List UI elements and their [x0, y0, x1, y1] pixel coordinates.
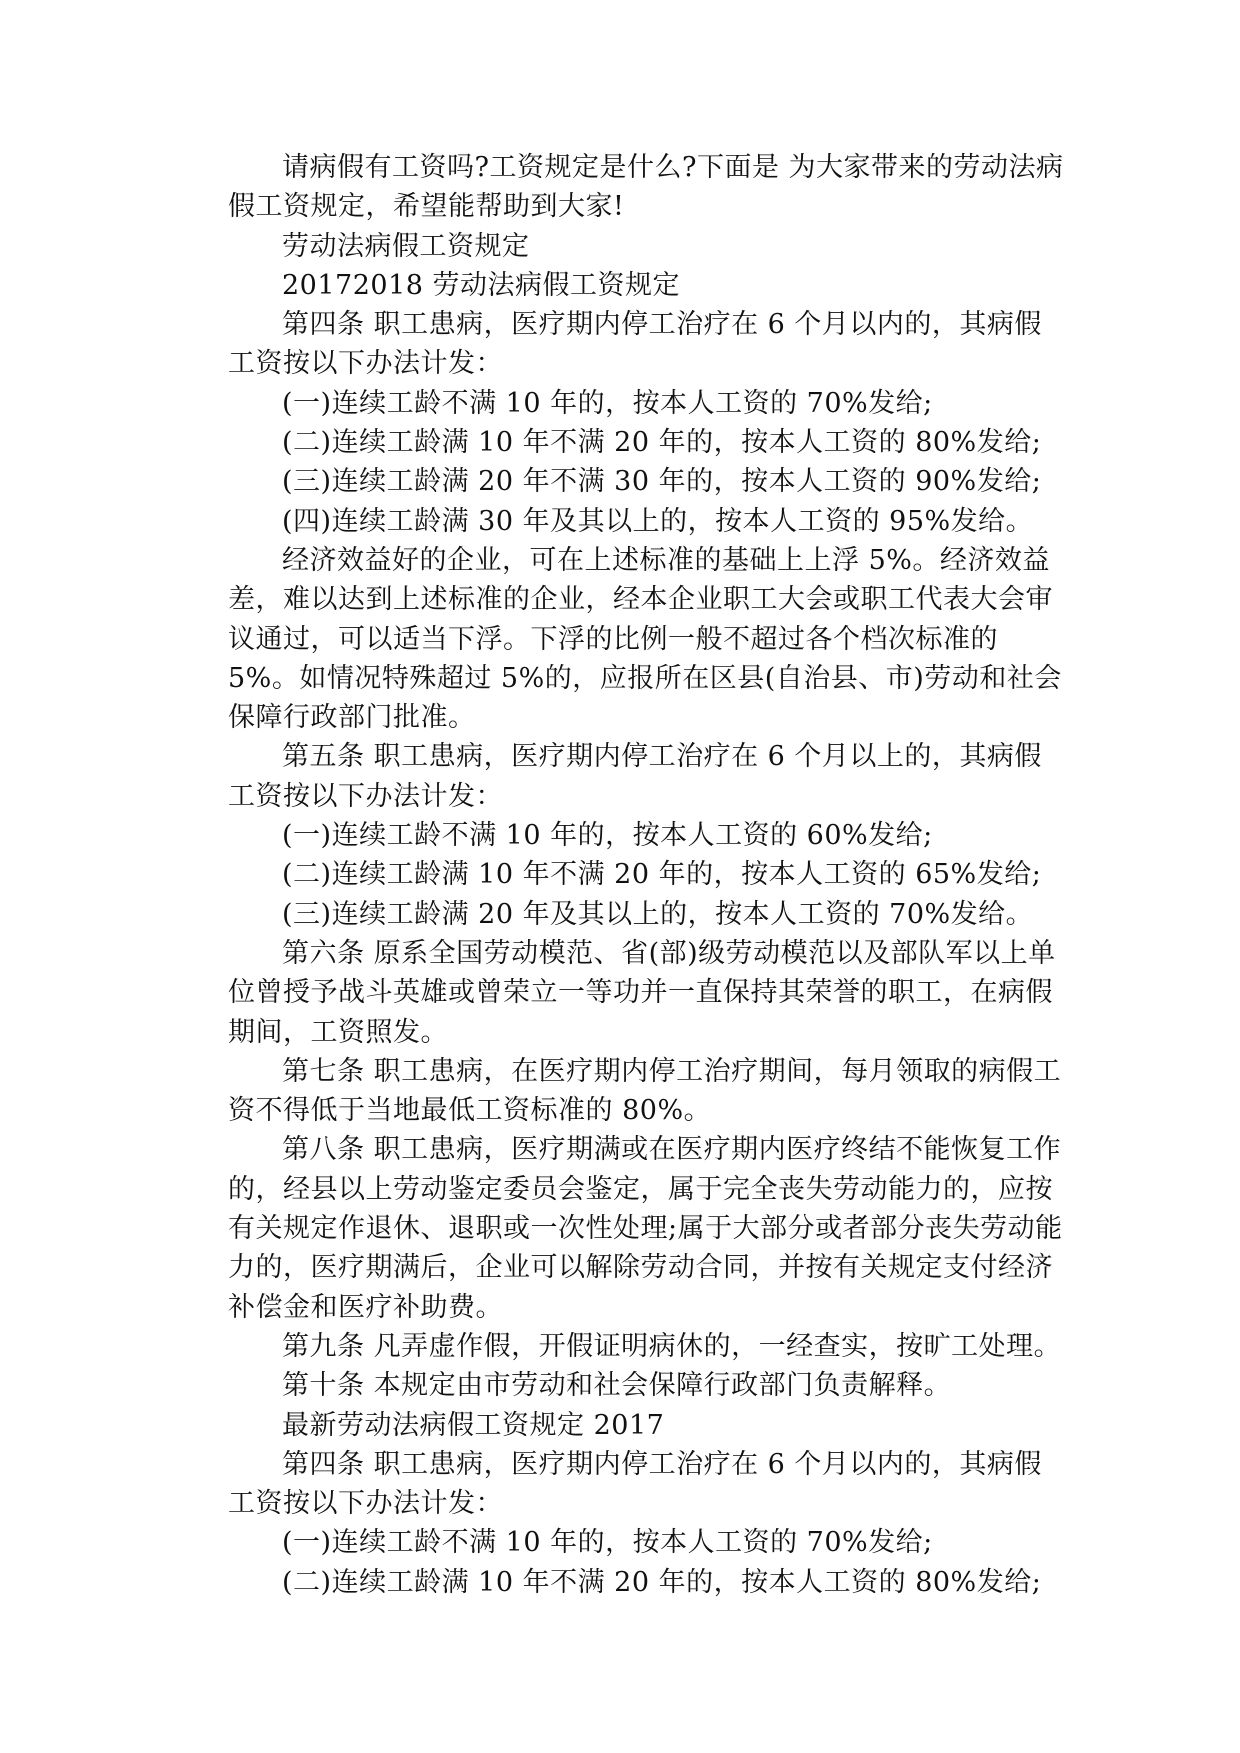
article-paragraph: 第十条 本规定由市劳动和社会保障行政部门负责解释。: [282, 1370, 952, 1402]
list-item: (二)连续工龄满 10 年不满 20 年的，按本人工资的 80%发给;: [282, 427, 1042, 459]
section-heading: 20172018 劳动法病假工资规定: [282, 269, 681, 301]
list-item: (一)连续工龄不满 10 年的，按本人工资的 70%发给;: [282, 387, 933, 419]
article-paragraph: 第八条 职工患病，医疗期满或在医疗期内医疗终结不能恢复工作的，经县以上劳动鉴定委员会鉴定，属于完全丧失劳动能力的，应按有关规定作退休、退职或一次性处理;属于大部分或者部分丧失劳动能力的，医疗期满后，企业可以解除劳动合同，并按有关规定支付经济补偿金和医疗补助费。: [228, 1134, 1063, 1323]
article-paragraph: 第五条 职工患病，医疗期内停工治疗在 6 个月以上的，其病假工资按以下办法计发：: [228, 741, 1042, 812]
list-item: (二)连续工龄满 10 年不满 20 年的，按本人工资的 65%发给;: [282, 859, 1042, 891]
body-paragraph: 经济效益好的企业，可在上述标准的基础上上浮 5%。经济效益差，难以达到上述标准的企业，经本企业职工大会或职工代表大会审议通过，可以适当下浮。下浮的比例一般不超过各个档次标准的 5%。如情况特殊超过 5%的，应报所在区县(自治县、市)劳动和社会保障行政部门批准。: [228, 544, 1062, 734]
list-item: (一)连续工龄不满 10 年的，按本人工资的 60%发给;: [282, 820, 933, 852]
section-heading: 劳动法病假工资规定: [282, 230, 530, 262]
list-item: (三)连续工龄满 20 年不满 30 年的，按本人工资的 90%发给;: [282, 466, 1042, 498]
article-paragraph: 第六条 原系全国劳动模范、省(部)级劳动模范以及部队军以上单位曾授予战斗英雄或曾荣立一等功并一直保持其荣誉的职工，在病假期间，工资照发。: [228, 937, 1056, 1048]
document-body: [228, 148, 1068, 1602]
article-paragraph: 第四条 职工患病，医疗期内停工治疗在 6 个月以内的，其病假工资按以下办法计发：: [228, 309, 1042, 380]
list-item: (四)连续工龄满 30 年及其以上的，按本人工资的 95%发给。: [282, 505, 1034, 537]
article-paragraph: 第四条 职工患病，医疗期内停工治疗在 6 个月以内的，其病假工资按以下办法计发：: [228, 1448, 1042, 1520]
list-item: (三)连续工龄满 20 年及其以上的，按本人工资的 70%发给。: [282, 898, 1034, 930]
article-paragraph: 第七条 职工患病，在医疗期内停工治疗期间，每月领取的病假工资不得低于当地最低工资标准的 80%。: [228, 1055, 1062, 1127]
list-item: (二)连续工龄满 10 年不满 20 年的，按本人工资的 80%发给;: [282, 1566, 1042, 1598]
section-heading: 最新劳动法病假工资规定 2017: [282, 1409, 665, 1441]
intro-paragraph: 请病假有工资吗?工资规定是什么?下面是 为大家带来的劳动法病假工资规定，希望能帮助到大家!: [228, 152, 1064, 223]
list-item: (一)连续工龄不满 10 年的，按本人工资的 70%发给;: [282, 1527, 933, 1559]
article-paragraph: 第九条 凡弄虚作假，开假证明病休的，一经查实，按旷工处理。: [282, 1330, 1062, 1362]
